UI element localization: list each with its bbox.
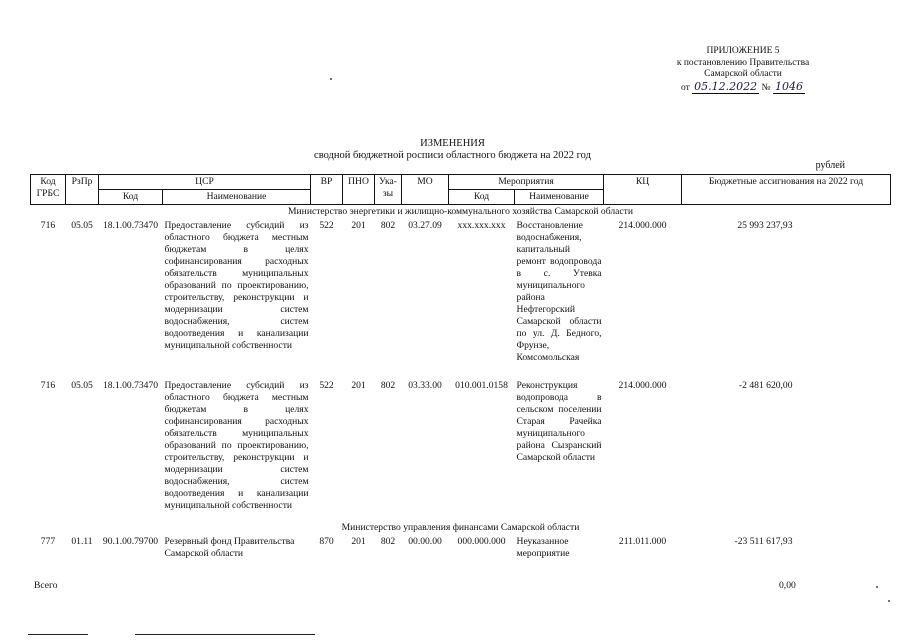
cell-ukazy: 802	[380, 220, 396, 231]
cell-amount: -2 481 620,00	[738, 380, 793, 391]
col-ukazy: Ука-зы	[375, 175, 402, 205]
scan-line	[28, 634, 88, 635]
cell-event-code: 010.001.0158	[455, 380, 508, 391]
cell-grbs: 777	[40, 536, 56, 547]
subtitle-text: сводной бюджетной росписи областного бюджета на 2022 год	[314, 150, 591, 161]
col-events: Мероприятия	[449, 175, 604, 190]
col-vr: ВР	[311, 175, 343, 205]
cell-amount: 25 993 237,93	[737, 220, 793, 231]
total-label: Всего	[34, 580, 58, 591]
cell-grbs: 716	[40, 380, 56, 391]
cell-csr-name: Резервный фонд Правительства Самарской области	[164, 536, 295, 559]
cell-rzpr: 05.05	[71, 380, 93, 391]
handwritten-number: 1046	[774, 79, 803, 93]
cell-event-name: Восстановление водоснабжения, капитальный ремонт водопровода в с. Утевка муниципального района Нефтегорский Самарской области по ул. Д. Бедного, Фрунзе, Комсомольская	[516, 220, 602, 363]
cell-event-code: 000.000.000	[457, 536, 506, 547]
total-value: 0,00	[779, 580, 796, 591]
cell-amount: -23 511 617,93	[734, 536, 793, 547]
section-title: Министерство управления финансами Самарской области	[341, 522, 580, 533]
cell-vr: 870	[319, 536, 334, 547]
cell-kc: 214.000.000	[618, 380, 667, 391]
scan-speck	[330, 78, 332, 80]
col-amount: Бюджетные ассигнования на 2022 год	[682, 175, 891, 205]
table-row	[31, 379, 891, 521]
col-csr: ЦСР	[99, 175, 311, 190]
appendix-line1: к постановлению Правительства	[676, 57, 810, 68]
col-csr-code: Код	[99, 190, 163, 205]
cell-pno: 201	[351, 380, 366, 391]
table-row	[31, 219, 891, 379]
cell-csr-name: Предоставление субсидий из областного бюджета местным бюджетам в целях софинансирования расходных обязательств муниципальных образований по проектированию, строительству, реконструкции и модернизации систем водоснабжения, систем водоотведения и канализации муниципальной собственности	[164, 220, 309, 351]
scan-speck	[876, 586, 878, 588]
section-heading	[31, 521, 891, 535]
header-row-1	[31, 175, 891, 190]
cell-event-name: Реконструкция водопровода в сельском поселении Старая Рачейка муниципального района Сызранский Самарской области	[516, 380, 602, 463]
number-prefix: №	[761, 82, 771, 93]
cell-grbs: 716	[40, 220, 56, 231]
cell-vr: 522	[319, 380, 334, 391]
cell-csr-code: 18.1.00.73470	[102, 380, 159, 391]
cell-kc: 211.011.000	[618, 536, 667, 547]
cell-pno: 201	[351, 220, 366, 231]
appendix-date-line	[643, 81, 843, 95]
cell-event-code: ххх.ххх.ххх	[457, 220, 506, 231]
cell-csr-code: 18.1.00.73470	[102, 220, 159, 231]
scan-speck	[888, 600, 890, 602]
title-text: ИЗМЕНЕНИЯ	[420, 138, 485, 149]
document-title	[0, 138, 905, 162]
budget-table	[30, 174, 891, 561]
cell-mo: 00.00.00	[408, 536, 442, 547]
col-rzpr: РзПр	[66, 175, 99, 205]
date-prefix: от	[681, 82, 690, 93]
cell-ukazy: 802	[380, 536, 396, 547]
cell-mo: 03.33.00	[408, 380, 442, 391]
handwritten-date: 05.12.2022	[694, 79, 758, 93]
section-title: Министерство энергетики и жилищно-коммунального хозяйства Самарской области	[288, 206, 634, 217]
cell-mo: 03.27.09	[408, 220, 442, 231]
col-kc: КЦ	[604, 175, 682, 205]
col-grbs: Код ГРБС	[31, 175, 66, 205]
cell-csr-code: 90.1.00.79700	[102, 536, 159, 547]
col-mo: МО	[402, 175, 449, 205]
appendix-line2: Самарской области	[704, 69, 782, 79]
section-heading	[31, 205, 891, 220]
col-pno: ПНО	[343, 175, 375, 205]
cell-csr-name: Предоставление субсидий из областного бюджета местным бюджетам в целях софинансирования расходных обязательств муниципальных образований по проектированию, строительству, реконструкции и модернизации систем водоснабжения, систем водоотведения и канализации муниципальной собственности	[164, 380, 309, 511]
cell-pno: 201	[351, 536, 366, 547]
col-events-name: Наименование	[515, 190, 604, 205]
appendix-title: ПРИЛОЖЕНИЕ 5	[706, 46, 780, 56]
cell-rzpr: 01.11	[71, 536, 93, 547]
cell-rzpr: 05.05	[71, 220, 93, 231]
appendix-block	[643, 46, 843, 94]
cell-kc: 214.000.000	[618, 220, 667, 231]
table-row	[31, 535, 891, 561]
units-label: рублей	[815, 160, 845, 171]
cell-event-name: Неуказанное мероприятие	[516, 536, 570, 559]
cell-ukazy: 802	[380, 380, 396, 391]
cell-vr: 522	[319, 220, 334, 231]
col-events-code: Код	[449, 190, 515, 205]
scan-line	[135, 634, 315, 635]
col-csr-name: Наименование	[163, 190, 311, 205]
